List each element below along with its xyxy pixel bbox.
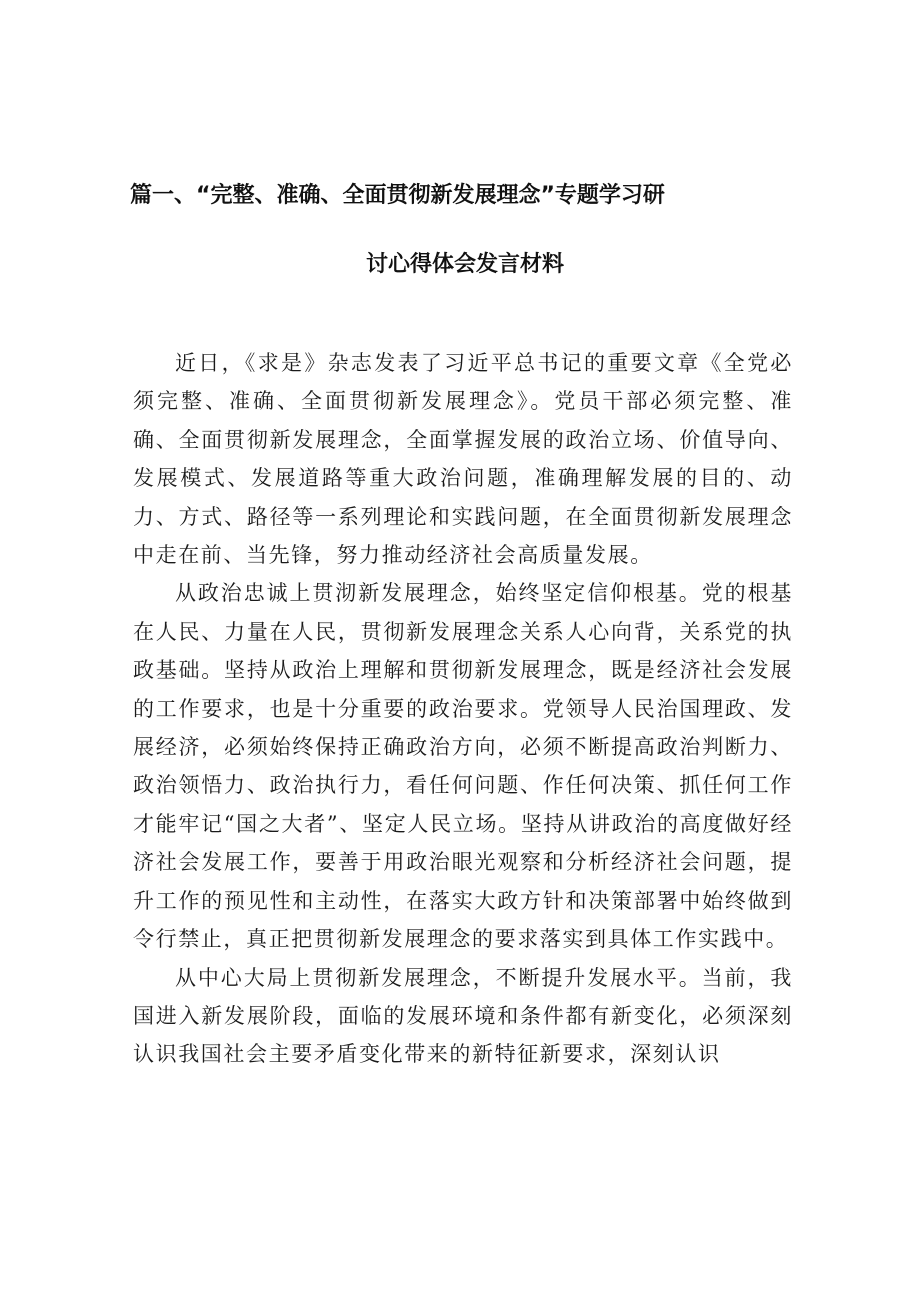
body-paragraph-3: 从中心大局上贯彻新发展理念，不断提升发展水平。当前，我国进入新发展阶段，面临的发展环境和条件都有新变化，必须深刻认识我国社会主要矛盾变化带来的新特征新要求，深刻认识 [133,965,793,1067]
body-paragraph-2: 从政治忠诚上贯沏新发展理念，始终坚定信仰根基。党的根基在人民、力量在人民，贯彻新发展理念关系人心向背，关系党的执政基础。坚持从政治上理解和贯彻新发展理念，既是经济社会发展的工作要求，也是十分重要的政治要求。党领导人民治国理政、发展经济，必须始终保持正确政治方向，必须不断提高政治判断力、政治领悟力、政治执行力，看任何问题、作任何决策、抓任何工作才能牢记“国之大者”、坚定人民立场。坚持从讲政治的高度做好经济社会发展工作，要善于用政治眼光观察和分析经济社会问题，提升工作的预见性和主动性，在落实大政方针和决策部署中始终做到令行禁止，真正把贯彻新发展理念的要求落实到具体工作实践中。 [133,581,793,952]
document-body [133,344,793,1074]
document-title-line-1: 篇一、“完整、准确、全面贯彻新发展理念”专题学习研 [130,183,665,208]
body-paragraph-1: 近日，《求是》杂志发表了习近平总书记的重要文章《全党必须完整、准确、全面贯彻新发展理念》。党员干部必须完整、准确、全面贯彻新发展理念，全面掌握发展的政治立场、价值导向、发展模式、发展道路等重大政治问题，准确理解发展的目的、动力、方式、路径等一系列理论和实践问题，在全面贯彻新发展理念中走在前、当先锋，努力推动经济社会高质量发展。 [133,351,793,568]
document-title-line-2: 讨心得体会发言材料 [365,252,564,277]
